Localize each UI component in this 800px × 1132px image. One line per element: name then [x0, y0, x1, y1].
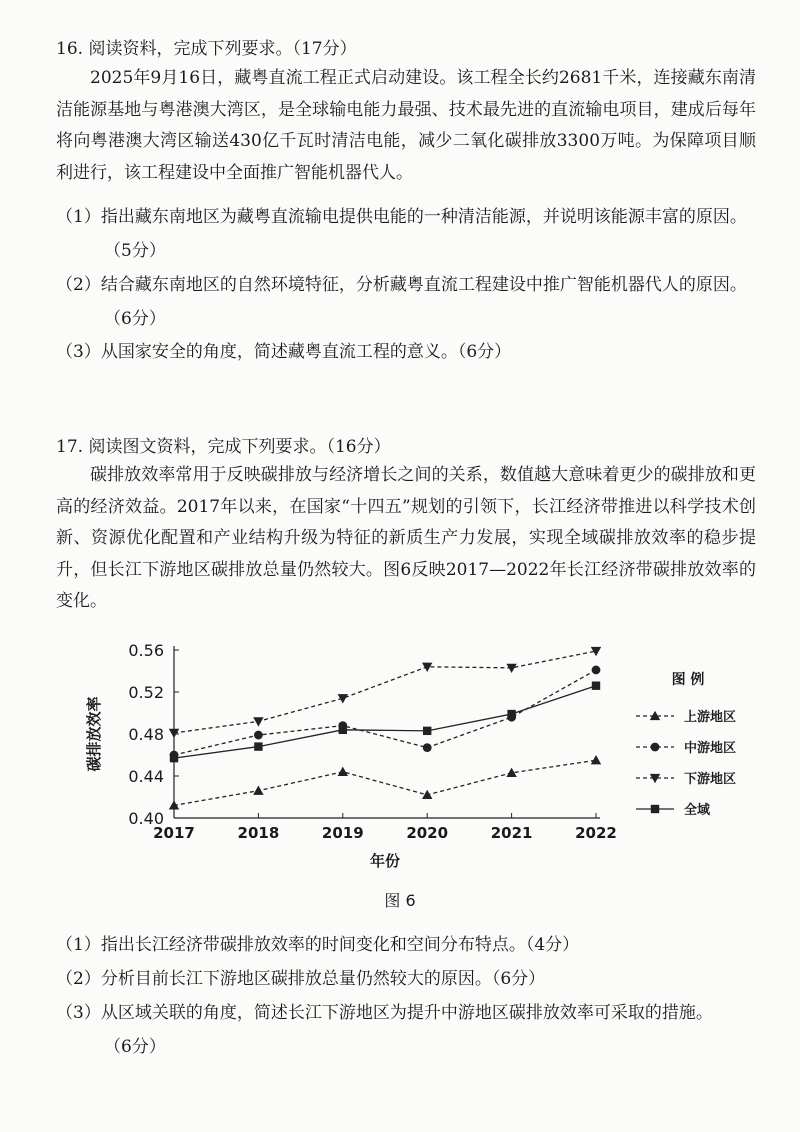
- data-point: [254, 731, 263, 740]
- q16-sub3: （3）从国家安全的角度，简述藏粤直流工程的意义。（6分）: [56, 342, 512, 362]
- x-tick-label: 2021: [490, 824, 533, 842]
- legend-title: 图 例: [671, 672, 705, 688]
- q17-paragraph: 碳排放效率常用于反映碳排放与经济增长之间的关系，数值越大意味着更少的碳排放和更高的经济效益。2017年以来，在国家“十四五”规划的引领下，长江经济带推进以科学技术创新、资源优化配置和产业结构升级为特征的新质生产力发展，实现全域碳排放效率的稳步提升，但长江下游地区碳排放总量仍然较大。图6反映2017—2022年长江经济带碳排放效率的变化。: [56, 465, 756, 611]
- series-line: [174, 651, 596, 733]
- legend-marker: [651, 805, 659, 813]
- q16-sub1: [56, 200, 766, 268]
- q17-sub1: （1）指出长江经济带碳排放效率的时间变化和空间分布特点。（4分）: [56, 935, 580, 955]
- y-tick-label: 0.52: [128, 683, 164, 702]
- data-point: [253, 717, 263, 726]
- legend-label: 中游地区: [684, 741, 737, 756]
- q17-sub3: [56, 996, 766, 1064]
- chart-axes: [85, 641, 617, 870]
- q16-sub2: [56, 268, 766, 336]
- x-tick-label: 2019: [321, 824, 364, 842]
- y-tick-label: 0.48: [128, 725, 164, 744]
- data-point: [339, 726, 347, 734]
- legend-item: [636, 740, 736, 756]
- series-triangle-down: [169, 647, 601, 738]
- y-axis-title: 碳排放效率: [85, 696, 103, 772]
- series-line: [174, 760, 596, 805]
- q17-sub3-text: （3）从区域关联的角度，简述长江下游地区为提升中游地区碳排放效率可采取的措施。: [56, 1003, 713, 1023]
- q16-sub2-score: （6分）: [104, 309, 166, 329]
- data-point: [592, 682, 600, 690]
- legend-marker: [651, 743, 660, 752]
- y-tick-label: 0.40: [128, 809, 164, 828]
- figure-caption: 图 6: [384, 891, 416, 910]
- y-tick-label: 0.56: [128, 641, 164, 660]
- data-point: [423, 743, 432, 752]
- series-square: [170, 682, 600, 763]
- q16-title: 16. 阅读资料，完成下列要求。（17分）: [56, 39, 357, 59]
- legend-item: [636, 802, 711, 818]
- y-tick-label: 0.44: [128, 767, 164, 786]
- q17-title: 17. 阅读图文资料，完成下列要求。（16分）: [56, 437, 391, 457]
- data-point: [338, 767, 348, 776]
- data-point: [591, 755, 601, 764]
- data-point: [253, 786, 263, 795]
- q17-sub3-score: （6分）: [104, 1037, 166, 1057]
- data-point: [507, 710, 515, 718]
- x-axis-title: 年份: [369, 852, 401, 870]
- data-point: [422, 790, 432, 799]
- chart-series: [169, 647, 601, 810]
- legend-label: 上游地区: [684, 710, 737, 725]
- data-point: [423, 727, 431, 735]
- q16-sub2-text: （2）结合藏东南地区的自然环境特征，分析藏粤直流工程建设中推广智能机器代人的原因。: [56, 275, 747, 295]
- x-tick-label: 2017: [153, 824, 195, 842]
- q17-sub2: （2）分析目前长江下游地区碳排放总量仍然较大的原因。（6分）: [56, 969, 546, 989]
- data-point: [592, 666, 601, 675]
- carbon-efficiency-chart: [40, 630, 760, 880]
- legend-item: [636, 771, 736, 787]
- series-circle: [170, 666, 601, 760]
- x-tick-label: 2022: [575, 824, 617, 842]
- series-line: [174, 686, 596, 758]
- legend-label: 全域: [684, 803, 711, 818]
- series-triangle-up: [169, 755, 601, 810]
- x-tick-label: 2018: [237, 824, 280, 842]
- data-point: [254, 742, 262, 750]
- chart-legend: [636, 671, 736, 818]
- legend-label: 下游地区: [684, 772, 737, 787]
- legend-item: [636, 709, 736, 725]
- q16-sub1-text: （1）指出藏东南地区为藏粤直流输电提供电能的一种清洁能源，并说明该能源丰富的原因。: [56, 207, 747, 227]
- data-point: [169, 729, 179, 738]
- data-point: [170, 754, 178, 762]
- q16-sub1-score: （5分）: [104, 241, 166, 261]
- x-tick-label: 2020: [406, 824, 449, 842]
- q16-paragraph: 2025年9月16日，藏粤直流工程正式启动建设。该工程全长约2681千米，连接藏东南清洁能源基地与粤港澳大湾区，是全球输电能力最强、技术最先进的直流输电项目，建成后每年将向粤港澳大湾区输送430亿千瓦时清洁电能，减少二氧化碳排放3300万吨。为保障项目顺利进行，该工程建设中全面推广智能机器代人。: [56, 68, 756, 183]
